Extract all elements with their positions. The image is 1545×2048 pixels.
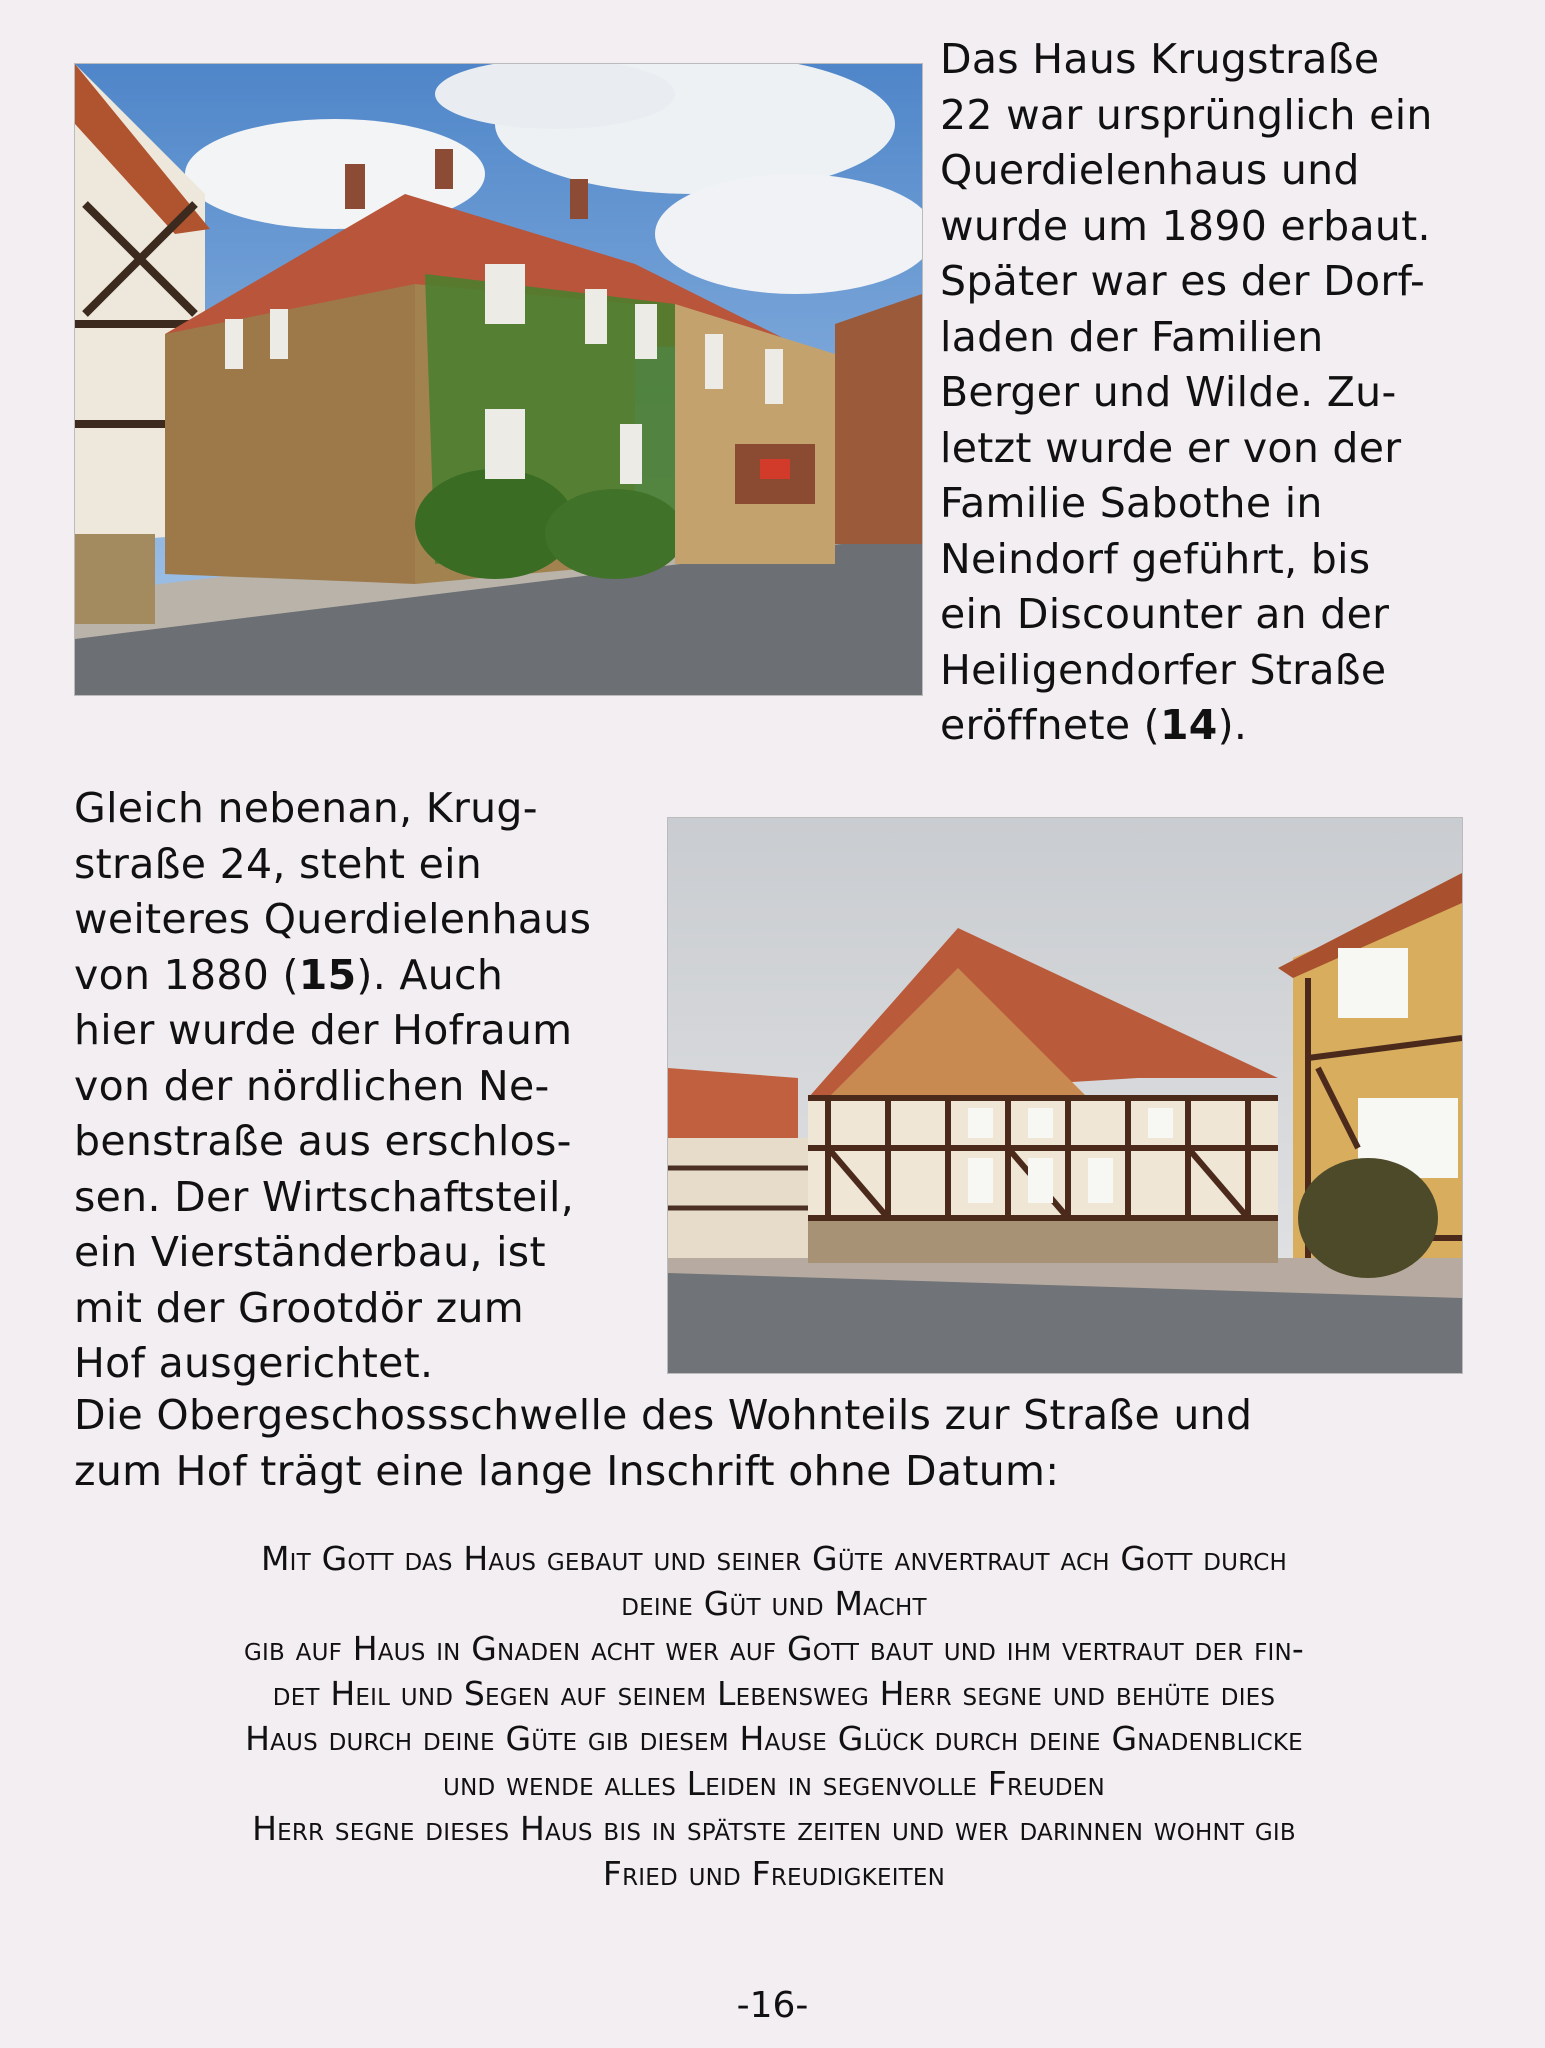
paragraph-inscription-intro [74, 1388, 1474, 1499]
text-line: laden der Familien [940, 312, 1324, 361]
text-fragment: von 1880 ( [74, 950, 299, 999]
inscription-quote [74, 1536, 1474, 1896]
reference-number: 14 [1159, 701, 1218, 749]
page-number: -16- [736, 1985, 809, 2026]
photo-krugstrasse-22 [74, 63, 923, 696]
text-line: letzt wurde er von der [940, 423, 1402, 472]
text-line: Neindorf geführt, bis [940, 534, 1371, 583]
text-line: Hof ausgerichtet. [74, 1339, 434, 1387]
text-fragment: ). [1217, 701, 1248, 749]
text-line: Berger und Wilde. Zu- [940, 368, 1397, 416]
text-line: Die Obergeschossschwelle des Wohnteils zur Straße und [74, 1391, 1253, 1439]
text-fragment: eröffnete ( [940, 701, 1160, 749]
text-line: straße 24, steht ein [74, 839, 483, 888]
text-line: wurde um 1890 erbaut. [940, 201, 1431, 250]
text-fragment: ). Auch [356, 950, 504, 999]
text-line: benstraße aus erschlos- [74, 1117, 572, 1165]
text-line-with-reference [74, 948, 654, 1004]
paragraph-krugstrasse-22 [940, 32, 1540, 754]
text-line-last [940, 698, 1540, 754]
text-line: von der nördlichen Ne- [74, 1061, 550, 1110]
inscription-line: det Heil und Segen auf seinem Lebensweg Herr segne und behüte dies [272, 1674, 1276, 1713]
inscription-line: Mit Gott das Haus gebaut und seiner Güte anvertraut ach Gott durch [260, 1539, 1288, 1578]
inscription-line: deine Güt und Macht [621, 1584, 927, 1623]
photo-krugstrasse-24 [667, 817, 1463, 1374]
text-line: Später war es der Dorf- [940, 257, 1426, 305]
text-line: weiteres Querdielenhaus [74, 895, 592, 943]
inscription-line: und wende alles Leiden in segenvolle Freuden [443, 1764, 1105, 1803]
photo-krugstrasse-24-image [668, 818, 1462, 1373]
text-line: Familie Sabothe in [940, 479, 1323, 527]
text-line: Querdielenhaus und [940, 146, 1360, 194]
inscription-line: Fried und Freudigkeiten [602, 1854, 946, 1893]
text-line: 22 war ursprünglich ein [940, 90, 1433, 139]
paragraph-krugstrasse-24 [74, 781, 654, 1392]
text-line: Gleich nebenan, Krug- [74, 784, 538, 832]
text-line: sen. Der Wirtschaftsteil, [74, 1172, 575, 1221]
text-line: Das Haus Krugstraße [940, 35, 1380, 83]
text-line: zum Hof trägt eine lange Inschrift ohne Datum: [74, 1446, 1060, 1495]
reference-number: 15 [298, 950, 357, 999]
text-line: mit der Grootdör zum [74, 1283, 524, 1332]
inscription-line: Haus durch deine Güte gib diesem Hause Glück durch deine Gnadenblicke [245, 1719, 1303, 1758]
inscription-line: gib auf Haus in Gnaden acht wer auf Gott baut und ihm vertraut der fin- [243, 1629, 1305, 1668]
text-line: Heiligendorfer Straße [940, 645, 1387, 694]
inscription-line: Herr segne dieses Haus bis in spätste zeiten und wer darinnen wohnt gib [252, 1809, 1296, 1848]
text-line: hier wurde der Hofraum [74, 1006, 573, 1054]
text-line: ein Vierständerbau, ist [74, 1228, 546, 1276]
photo-krugstrasse-22-image [75, 64, 922, 695]
text-line: ein Discounter an der [940, 590, 1390, 638]
